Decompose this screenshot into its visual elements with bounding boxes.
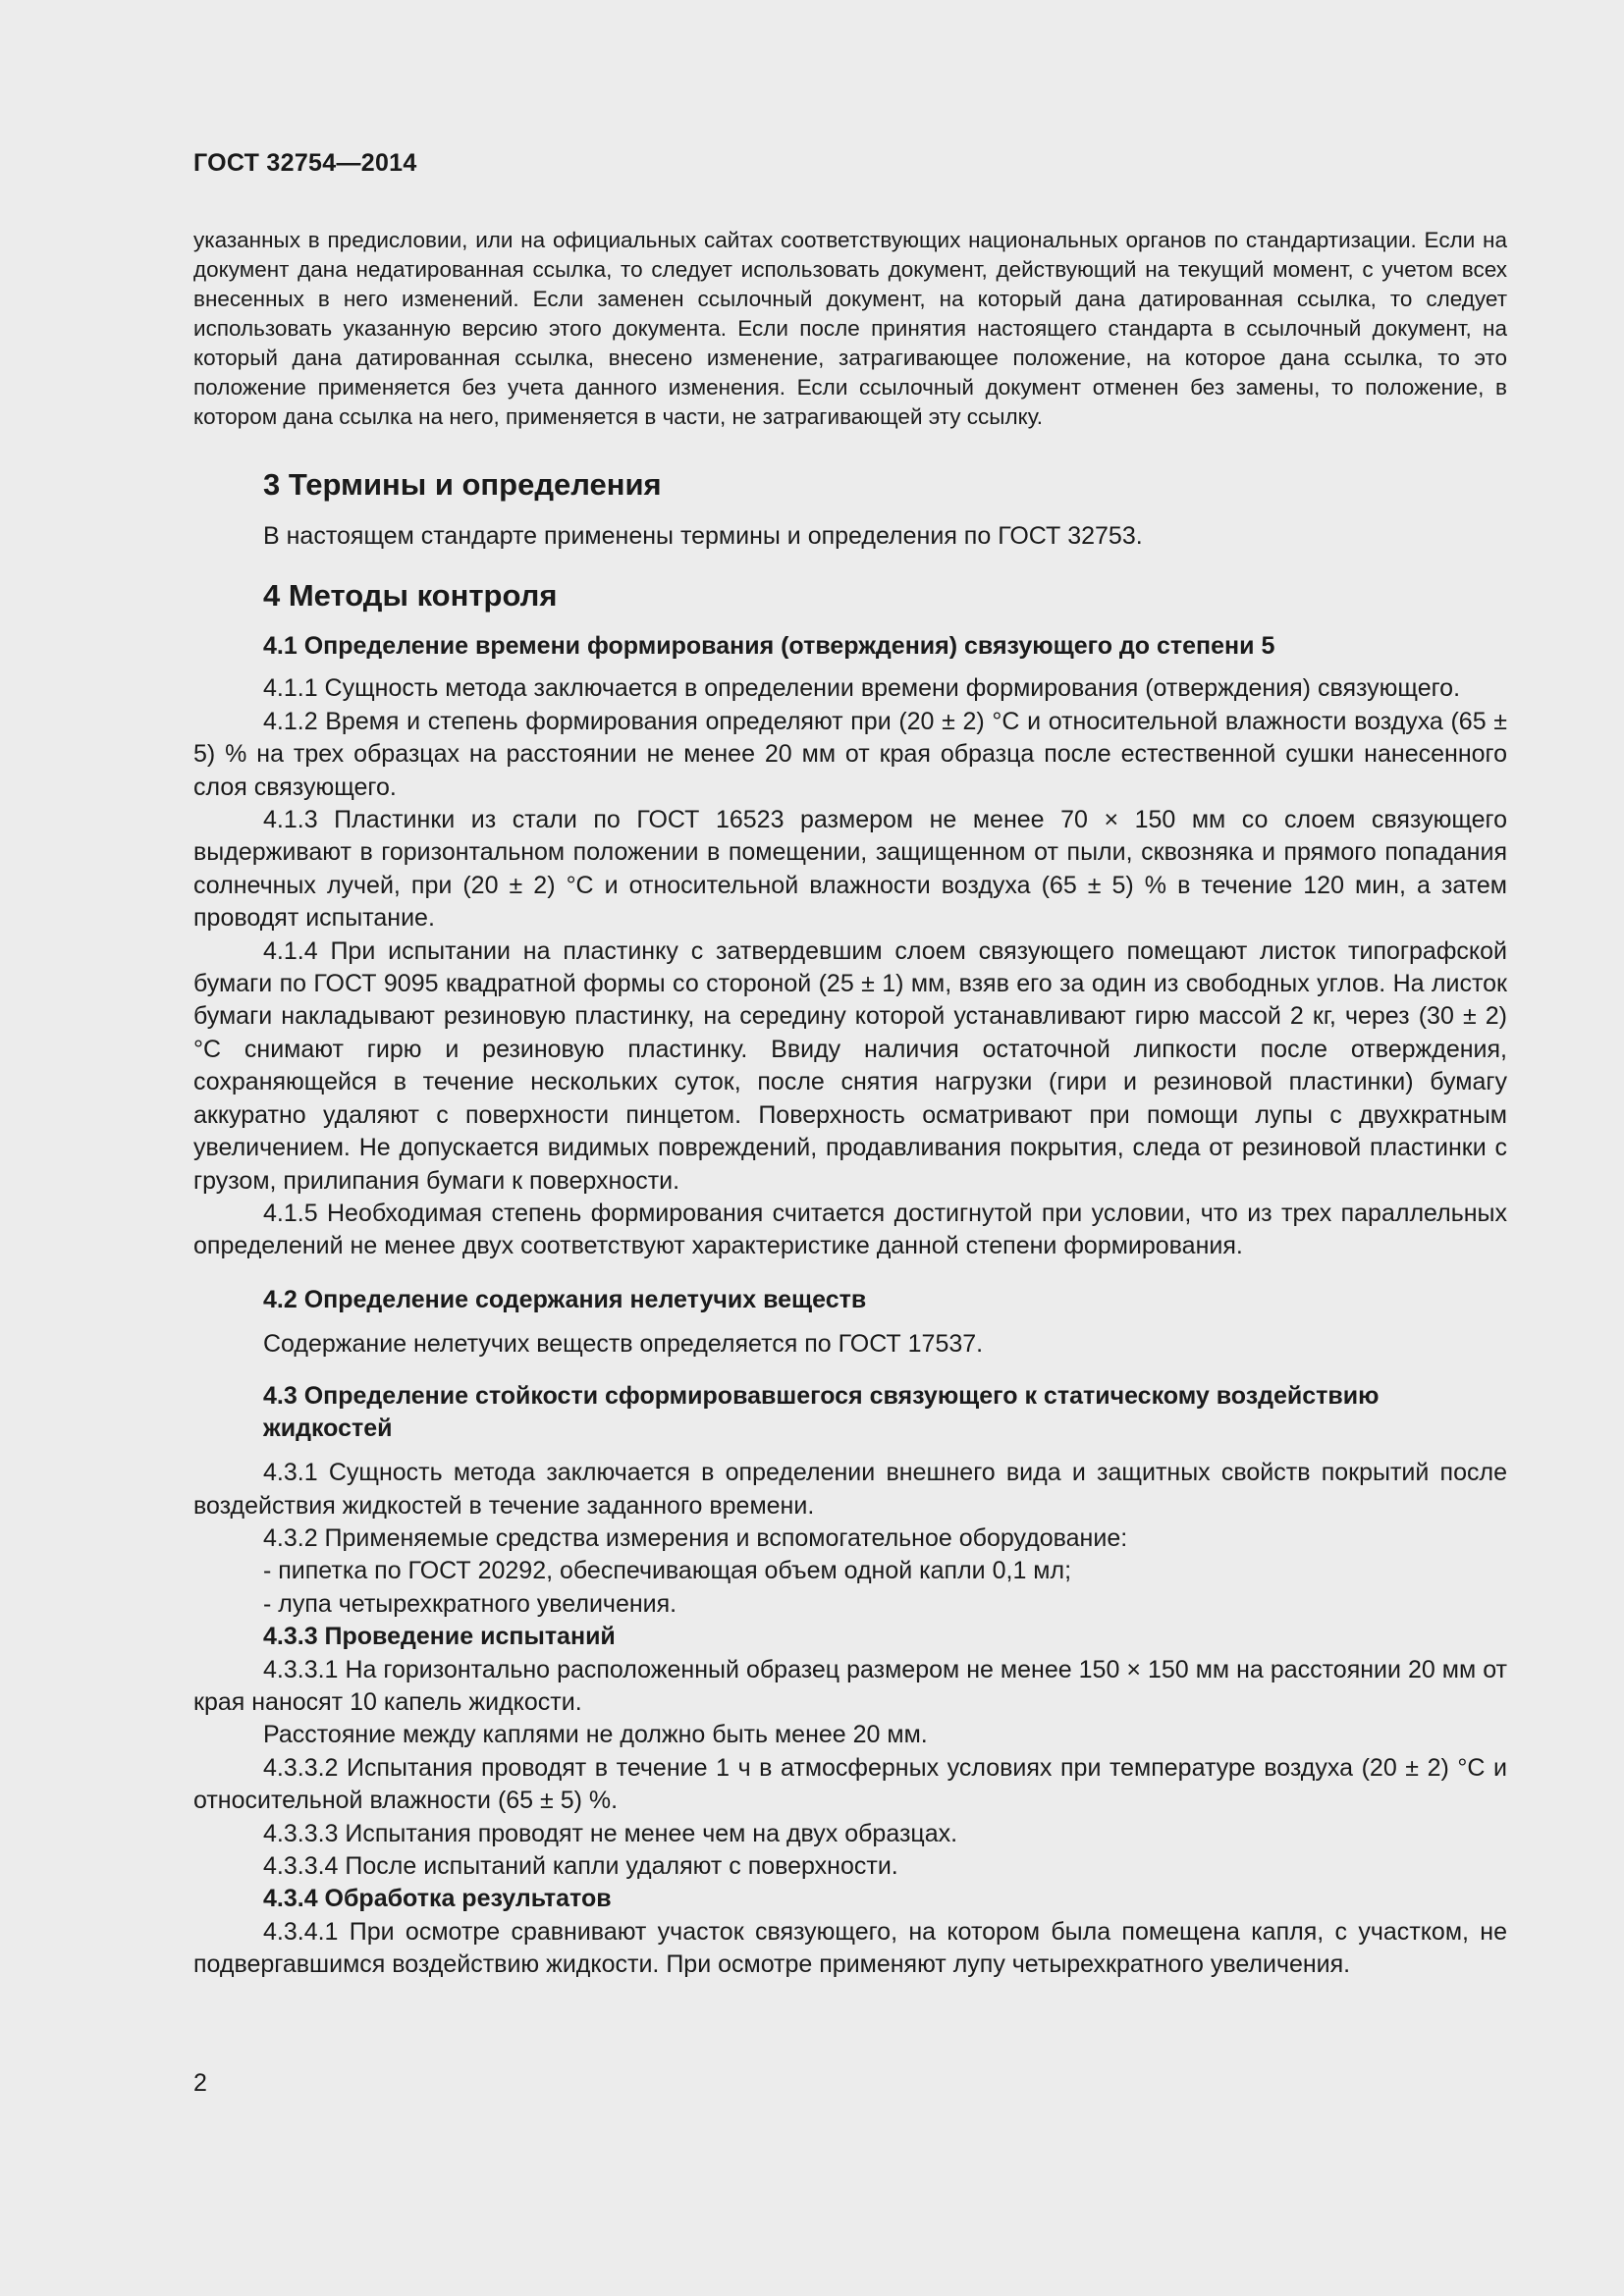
section-4-2-text: Содержание нелетучих веществ определяется по ГОСТ 17537.	[263, 1329, 984, 1358]
section-4-3-title: 4.3 Определение стойкости сформировавшегося связующего к статическому воздействию жидкостей	[263, 1382, 1380, 1443]
para-4-3-4-1: 4.3.4.1 При осмотре сравнивают участок связующего, на котором была помещена капля, с участком, не подвергавшимся воздействию жидкости. При осмотре применяют лупу четырехкратного увеличения.	[193, 1917, 1507, 1979]
section-4-3-body	[193, 1457, 1507, 1982]
section-4-title: 4 Методы контроля	[263, 578, 558, 614]
para-4-1-2: 4.1.2 Время и степень формирования определяют при (20 ± 2) °С и относительной влажности воздуха (65 ± 5) % на трех образцах на расстоянии не менее 20 мм от края образца после естественной сушки нанесенного слоя связующего.	[193, 707, 1507, 801]
list-item-pipette: - пипетка по ГОСТ 20292, обеспечивающая объем одной капли 0,1 мл;	[263, 1557, 1072, 1585]
para-4-3-3-3: 4.3.3.3 Испытания проводят не менее чем на двух образцах.	[263, 1819, 958, 1847]
para-4-3-3-2: 4.3.3.2 Испытания проводят в течение 1 ч в атмосферных условиях при температуре воздуха (20 ± 2) °С и относительной влажности (65 ± 5) %.	[193, 1753, 1507, 1815]
para-4-3-2: 4.3.2 Применяемые средства измерения и вспомогательное оборудование:	[263, 1523, 1128, 1552]
para-4-1-1: 4.1.1 Сущность метода заключается в определении времени формирования (отверждения) связующего.	[263, 674, 1461, 703]
para-4-1-3: 4.1.3 Пластинки из стали по ГОСТ 16523 размером не менее 70 × 150 мм со слоем связующего выдерживают в горизонтальном положении в помещении, защищенном от пыли, сквозняка и прямого попадания солнечных лучей, при (20 ± 2) °С и относительной влажности воздуха (65 ± 5) % в течение 120 мин, а затем проводят испытание.	[193, 806, 1507, 933]
para-4-3-3-1: 4.3.3.1 На горизонтально расположенный образец размером не менее 150 × 150 мм на расстоянии 20 мм от края наносят 10 капель жидкости.	[193, 1655, 1507, 1716]
para-4-3-1: 4.3.1 Сущность метода заключается в определении внешнего вида и защитных свойств покрытий после воздействия жидкостей в течение заданного времени.	[193, 1459, 1507, 1520]
section-3-text: В настоящем стандарте применены термины и определения по ГОСТ 32753.	[263, 522, 1143, 550]
para-4-1-5: 4.1.5 Необходимая степень формирования считается достигнутой при условии, что из трех параллельных определений не менее двух соответствуют характеристике данной степени формирования.	[193, 1199, 1507, 1260]
section-4-2-title: 4.2 Определение содержания нелетучих веществ	[263, 1285, 867, 1313]
document-header: ГОСТ 32754—2014	[193, 149, 417, 177]
subsection-4-3-3-title: 4.3.3 Проведение испытаний	[263, 1623, 616, 1651]
para-4-3-3-4: 4.3.3.4 После испытаний капли удаляют с поверхности.	[263, 1852, 898, 1880]
para-4-3-3-1-b: Расстояние между каплями не должно быть менее 20 мм.	[263, 1721, 928, 1749]
subsection-4-3-4-title: 4.3.4 Обработка результатов	[263, 1885, 612, 1913]
intro-block	[193, 226, 1507, 432]
page-number: 2	[193, 2069, 207, 2097]
page-content	[193, 226, 1507, 1982]
intro-paragraph: указанных в предисловии, или на официальных сайтах соответствующих национальных органов по стандартизации. Если на документ дана недатированная ссылка, то следует использовать документ, действующий на текущий момент, с учетом всех внесенных в него изменений. Если заменен ссылочный документ, на который дана датированная ссылка, то следует использовать указанную версию этого документа. Если после принятия настоящего стандарта в ссылочный документ, на который дана датированная ссылка, внесено изменение, затрагивающее положение, на которое дана ссылка, то это положение применяется без учета данного изменения. Если ссылочный документ отменен без замены, то положение, в котором дана ссылка на него, применяется в части, не затрагивающей эту ссылку.	[193, 228, 1507, 429]
section-4-1-title: 4.1 Определение времени формирования (отверждения) связующего до степени 5	[263, 632, 1275, 661]
section-3-title: 3 Термины и определения	[263, 467, 662, 502]
para-4-1-4: 4.1.4 При испытании на пластинку с затвердевшим слоем связующего помещают листок типографской бумаги по ГОСТ 9095 квадратной формы со стороной (25 ± 1) мм, взяв его за один из свободных углов. На листок бумаги накладывают резиновую пластинку, на середину которой устанавливают гирю массой 2 кг, через (30 ± 2) °С снимают гирю и резиновую пластинку. Ввиду наличия остаточной липкости после отверждения, сохраняющейся в течение нескольких суток, после снятия нагрузки (гири и резиновой пластинки) бумагу аккуратно удаляют с поверхности пинцетом. Поверхность осматривают при помощи лупы с двухкратным увеличением. Не допускается видимых повреждений, продавливания покрытия, следа от резиновой пластинки с грузом, прилипания бумаги к поверхности.	[193, 936, 1507, 1195]
section-4-1-body	[193, 672, 1507, 1262]
list-item-magnifier: - лупа четырехкратного увеличения.	[263, 1589, 677, 1618]
